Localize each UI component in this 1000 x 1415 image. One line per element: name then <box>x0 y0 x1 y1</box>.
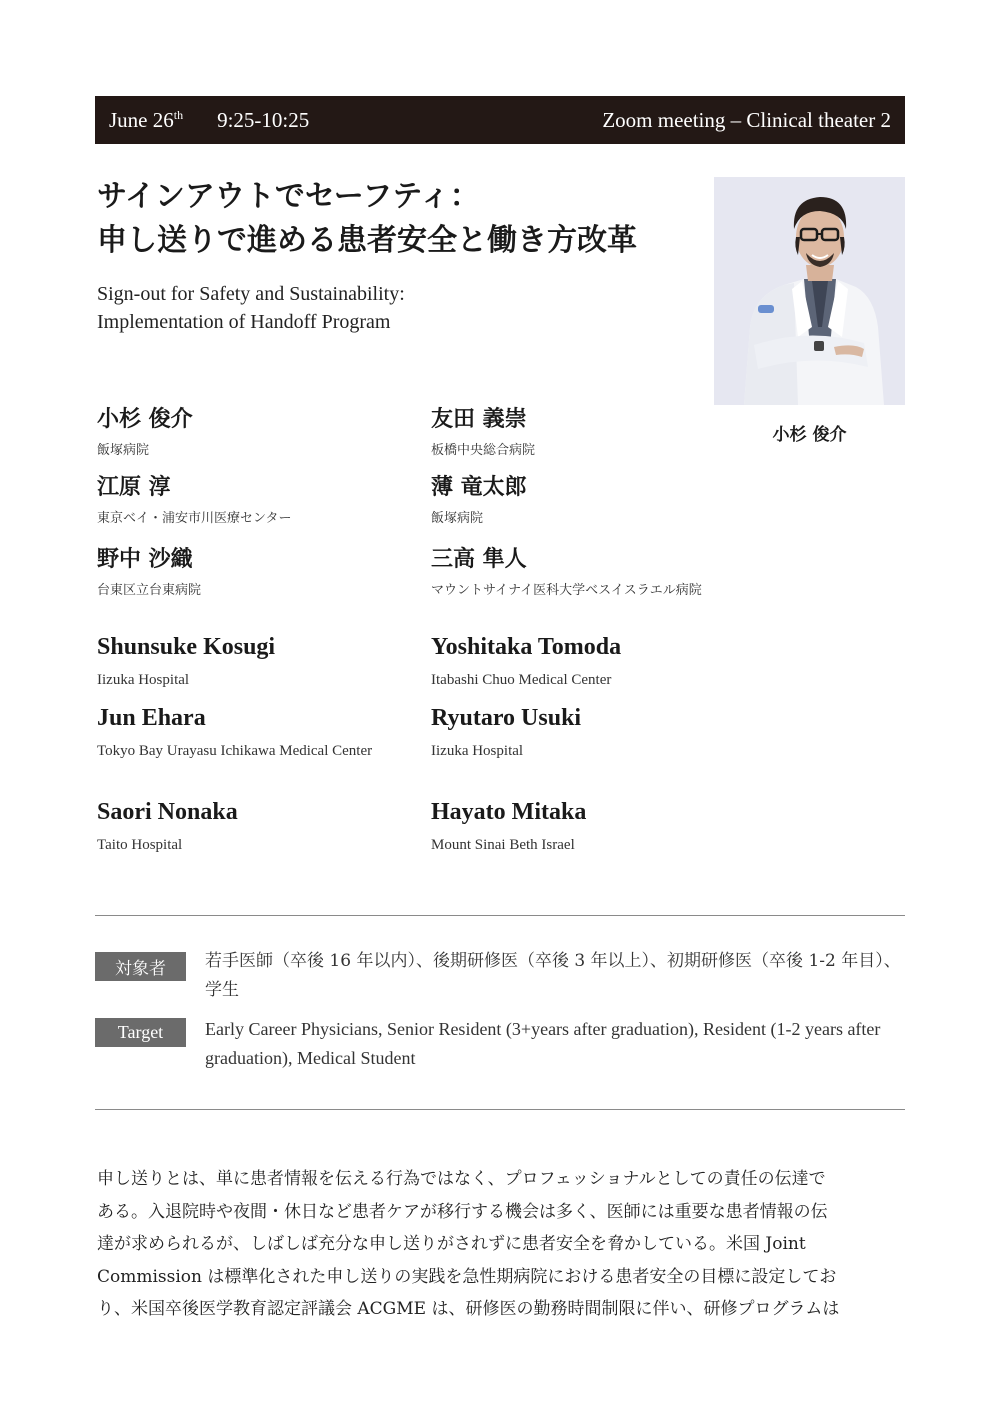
speaker-affiliation: 東京ベイ・浦安市川医療センター <box>97 511 292 526</box>
speaker-affiliation: Itabashi Chuo Medical Center <box>431 672 612 688</box>
speaker-en-5 <box>97 799 427 856</box>
description-line: り、米国卒後医学教育認定評議会 ACGME は、研修医の勤務時間制限に伴い、研修プログラムは <box>97 1299 840 1319</box>
speaker-name: 小杉 俊介 <box>97 406 193 432</box>
speaker-affiliation: Taito Hospital <box>97 837 183 853</box>
title-english <box>97 280 697 336</box>
speaker-en-3 <box>97 705 387 762</box>
title-ja-line2: 申し送りで進める患者安全と働き方改革 <box>97 223 637 258</box>
divider-bottom <box>95 1109 905 1110</box>
speaker-photo-caption: 小杉 俊介 <box>772 425 847 445</box>
speaker-ja-3 <box>97 470 427 526</box>
speaker-name: Jun Ehara <box>97 705 206 731</box>
speaker-name: Shunsuke Kosugi <box>97 634 276 660</box>
speaker-ja-2 <box>431 402 761 458</box>
title-ja-line1: サインアウトでセーフティ： <box>97 179 480 214</box>
speaker-affiliation: 台東区立台東病院 <box>97 583 202 598</box>
description-paragraph <box>97 1163 907 1326</box>
session-time: 9:25-10:25 <box>217 107 310 132</box>
speaker-affiliation: マウントサイナイ医科大学ベスイスラエル病院 <box>431 583 702 598</box>
speaker-name: 三高 隼人 <box>431 546 527 572</box>
session-datetime <box>109 108 309 133</box>
speaker-affiliation: Iizuka Hospital <box>431 743 524 759</box>
title-en-line2: Implementation of Handoff Program <box>97 311 391 333</box>
target-text-ja: 若手医師（卒後 16 年以内）、後期研修医（卒後 3 年以上）、初期研修医（卒後 1-2 年目）、学生 <box>205 951 901 1000</box>
speaker-ja-4 <box>431 470 761 526</box>
session-header-bar <box>95 96 905 144</box>
speaker-affiliation: 板橋中央総合病院 <box>431 443 536 458</box>
speaker-ja-6 <box>431 542 851 598</box>
session-venue: Zoom meeting – Clinical theater 2 <box>602 107 891 132</box>
description-line: 達が求められるが、しばしば充分な申し送りがされずに患者安全を脅かしている。米国 Joint <box>97 1234 806 1254</box>
target-label-ja: 対象者 <box>95 952 186 981</box>
speaker-affiliation: 飯塚病院 <box>431 511 484 526</box>
description-line: Commission は標準化された申し送りの実践を急性期病院における患者安全の目標に設定してお <box>97 1266 837 1287</box>
target-label-en: Target <box>95 1018 186 1047</box>
speaker-name: 野中 沙織 <box>97 546 193 572</box>
speaker-name: Hayato Mitaka <box>431 799 587 825</box>
description-line: 申し送りとは、単に患者情報を伝える行為ではなく、プロフェッショナルとしての責任の伝達で <box>97 1169 826 1189</box>
speaker-name: 薄 竜太郎 <box>431 474 527 500</box>
speaker-affiliation: Tokyo Bay Urayasu Ichikawa Medical Center <box>97 743 373 759</box>
speaker-en-2 <box>431 634 761 691</box>
speaker-name: Ryutaro Usuki <box>431 705 582 731</box>
title-en-line1: Sign-out for Safety and Sustainability: <box>97 283 405 305</box>
session-date: June 26th <box>109 107 184 132</box>
date-suffix: th <box>173 107 184 122</box>
speaker-en-6 <box>431 799 761 856</box>
speaker-ja-1 <box>97 402 427 458</box>
speaker-name: Yoshitaka Tomoda <box>431 634 622 660</box>
speaker-name: 江原 淳 <box>97 474 171 500</box>
speaker-affiliation: 飯塚病院 <box>97 443 150 458</box>
speaker-affiliation: Mount Sinai Beth Israel <box>431 837 575 853</box>
speaker-name: Saori Nonaka <box>97 799 238 825</box>
target-text-en: Early Career Physicians, Senior Resident (3+years after graduation), Resident (1-2 years after graduation), Medical Student <box>205 1019 881 1068</box>
speaker-ja-5 <box>97 542 427 598</box>
speaker-photo <box>714 177 905 405</box>
speaker-en-4 <box>431 705 761 762</box>
speaker-name: 友田 義崇 <box>431 406 527 432</box>
title-japanese <box>97 175 697 263</box>
speaker-affiliation: Iizuka Hospital <box>97 672 190 688</box>
description-line: ある。入退院時や夜間・休日など患者ケアが移行する機会は多く、医師には重要な患者情報の伝 <box>97 1201 828 1222</box>
divider-top <box>95 915 905 916</box>
speaker-portrait-illustration <box>714 177 905 405</box>
speaker-en-1 <box>97 634 427 691</box>
